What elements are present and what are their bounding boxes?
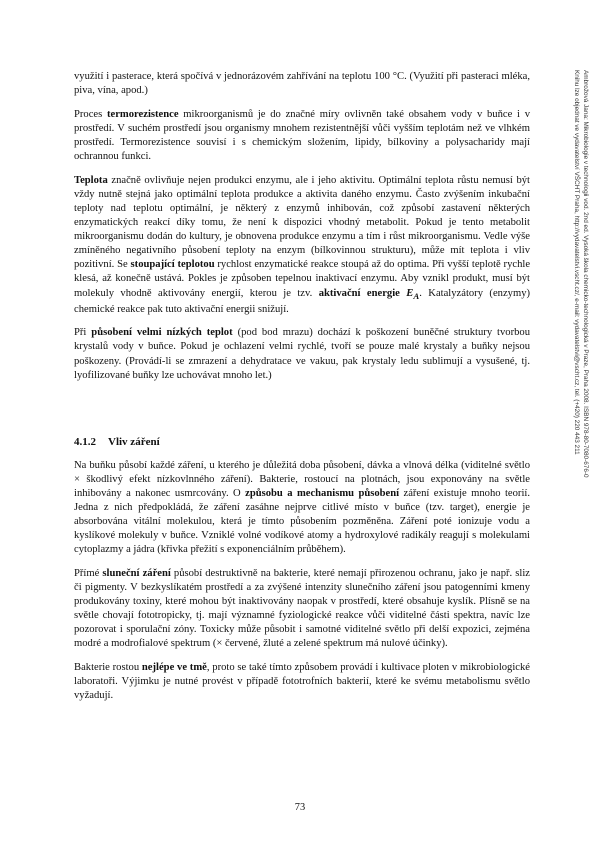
paragraph: Na buňku působí každé záření, u kterého je důležitá doba působení, dávka a vlnová délka (viditelné světlo × škodlivý efekt nízkovlnného záření). Bakterie, rostoucí na plotnách, jsou exponovány na světle inhibovány a nakonec usmrcovány. O způsobu a mechanismu působení záření existuje mnoho teorií. Jedna z nich předpokládá, že záření zasáhne nejprve citlivé místo v buňce (tzv. target), energie je absorbována vitální molekulou, která je tímto působením pozměněna. Záření poté ionizuje vodu a kyslíkové molekuly v buňce. Vzniklé volné vodíkové atomy a hydroxylové radikály reagují s molekulami cytoplazmy a jádra (křivka přežití s exponenciálním průběhem). <box>74 459 530 556</box>
order-info-line: Knihu lze objednat ve vydavatelství VŠCHT Praha, http://vydavatelstvi.vscht.cz/, e-mail: vydavatelstvi@vscht.cz, tel. (+420) 220 443 211 <box>572 70 580 455</box>
section-heading <box>74 435 530 449</box>
page-number: 73 <box>294 802 306 813</box>
citation-sidebar <box>550 70 590 630</box>
section-title: Vliv záření <box>108 435 160 448</box>
paragraph: Přímé sluneční záření působí destruktivně na bakterie, které nemají přirozenou ochranu, jako je např. sliz či pigmenty. V bezkyslíkatém prostředí a za zvýšené intenzity slunečního záření jsou patogenními kmeny produkovány toxiny, které mohou být inaktivovány naopak v prostředí, které obsahuje kyslík. Plísně se na světle chovají fototropicky, tj. mají významné fyziologické reakce vůči viditelné části spektra, navíc lze pozorovat i sporulační zóny. Toxicky může působit i samotné viditelné světlo při delší expozici, zejména modré a modrofialové spektrum (× červené, žluté a zelené spektrum má nulové účinky). <box>74 568 530 650</box>
page-body <box>74 70 530 713</box>
paragraph: Teplota značně ovlivňuje nejen produkci enzymu, ale i jeho aktivitu. Optimální teplota růstu nemusí být vždy nutně stejná jako optimální teplota produkce a aktivita daného enzymu. Často zvýšením inkubační teploty nad teplotu optimální, je některý z enzymů inhibován, což způsobí zastavení některých enzymatických reakcí díky tomu, že není k dispozici vhodný metabolit. Pokud je tento metabolit mikroorganismu dodán do kultury, je obnovena produkce enzymu a tím i růst mikroorganismu. Vedle výše zmíněného negativního působení teploty na enzym (bílkovinnou strukturu), může mít teplota i vliv pozitivní. Se stoupající teplotou rychlost enzymatické reakce stoupá až do optima. Při vyšší teplotě rychle klesá, až konečně ustává. Pokles je způsoben tepelnou inaktivací enzymu. Aby vznikl produkt, musí být molekuly vhodně aktivovány energií, kterou je tzv. aktivační energie $E_A$. Katalyzátory (enzymy) chemické reakce pak tuto aktivační energii snižují. <box>74 174 531 315</box>
paragraph: Proces termorezistence mikroorganismů je do značné míry ovlivněn také obsahem vody v buňce i v prostředí. V suchém prostředí jsou organismy mnohem rezistentnější vůči vyšším teplotám než ve vlhkém prostředí. Termorezistence souvisí i s chemickým složením, lipidy, bílkoviny a polysacharidy mají ochrannou funkci. <box>74 108 530 163</box>
paragraph: Při působení velmi nízkých teplot (pod bod mrazu) dochází k poškození buněčné struktury tvorbou krystalů vody v buňce. Pokud je ochlazení velmi rychlé, tvoří se pouze malé krystaly a buňky nejsou poškozeny. (Provádí-li se zmrazení a dehydratace ve vakuu, pak krystaly ledu sublimují a vysušené, tj. lyofilizované buňky lze uchovávat mnoho let.) <box>74 327 530 381</box>
paragraph: využití i pasterace, která spočívá v jednorázovém zahřívání na teplotu 100 °C. (Využití při pasteraci mléka, piva, vína, apod.) <box>74 71 530 97</box>
section-number: 4.1.2 <box>74 435 96 448</box>
paragraph: Bakterie rostou nejlépe ve tmě, proto se také tímto způsobem provádí i kultivace ploten v mikrobiologické laboratoři. Výjimku je nutné provést v případě fototrofních bakterií, které ke svému metabolismu světlo vyžadují. <box>74 662 530 702</box>
citation-line: Ambrožová Jana: Mikrobiologie v technologii vod. 2nd ed. Vysoká škola chemicko-technologická v Praze, Praha 2008. ISBN 978-80-7080-676-0 <box>582 70 589 478</box>
